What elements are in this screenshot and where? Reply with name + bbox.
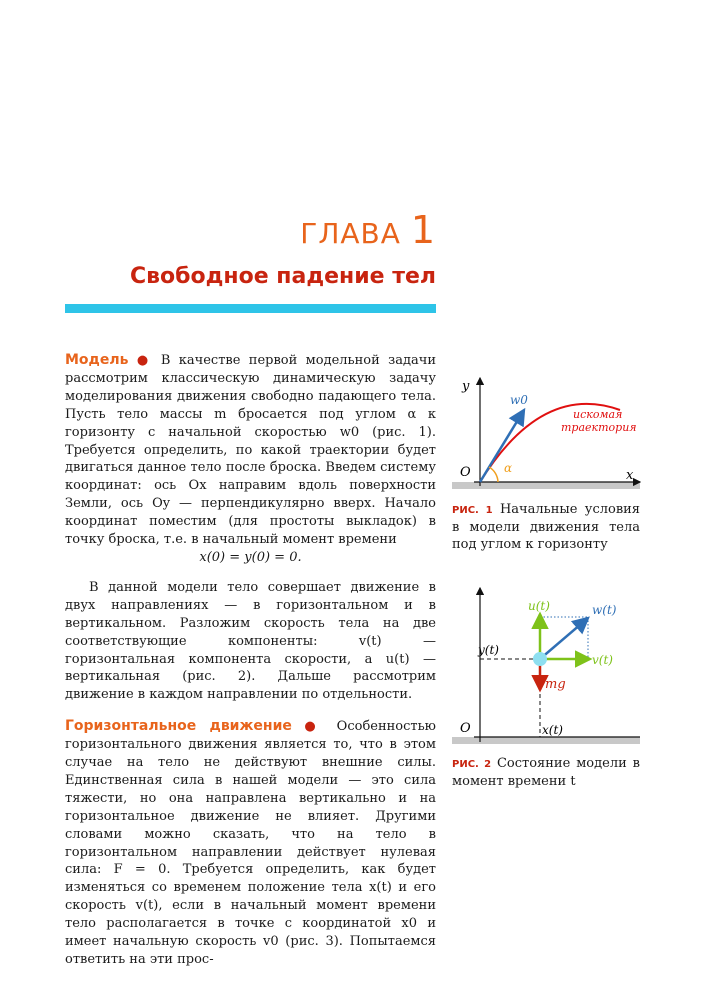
figure-2-diagram — [452, 584, 647, 750]
model-heading: Модель — [65, 352, 129, 368]
mg-label: mg — [545, 677, 566, 692]
chapter-title: Свободное падение тел — [129, 264, 436, 289]
decomposition-paragraph: В данной модели тело совершает движение в двух направлениях — в горизонтальном и в вертикальном. Разложим скорость тела на две соответствующие компоненты: v(t) — горизонтальная компонента скорости, а u(t) — вертикальная (рис. 2). Дальше рассмотрим движение в каждом направлении по отдельности. — [65, 579, 436, 703]
figure-1-diagram — [452, 372, 647, 494]
w-vector — [540, 618, 588, 659]
initial-equation: x(0) = y(0) = 0. — [199, 549, 302, 565]
figure-2-caption — [452, 755, 640, 790]
model-text: В качестве первой модельной задачи рассмотрим классическую динамическую задачу моделирования движения свободно падающего тела. Пусть тело массы m бросается под углом α к горизонту с начальной скоростью w0 (рис. 1). Требуется определить, по какой траектории будет двигаться данное тело после броска. Введем систему координат: ось Ox направим вдоль поверхности Земли, ось Oy — перпендикулярно вверх. Начало координат поместим (для простоты выкладок) в точку броска, т.е. в начальный момент времени — [65, 353, 437, 548]
chapter-number: 1 — [410, 208, 436, 252]
body — [533, 652, 547, 666]
angle-label: α — [504, 461, 513, 475]
y-label: y(t) — [478, 643, 499, 657]
axis-y-label: y — [462, 379, 470, 394]
figure-1-caption-label: РИС. 1 — [452, 505, 493, 516]
horizontal-bullet: ● — [304, 719, 325, 735]
chapter-heading — [300, 208, 436, 252]
model-bullet: ● — [136, 353, 153, 368]
axis-x-label: x — [626, 468, 634, 483]
u-label: u(t) — [528, 599, 550, 613]
figure-1-caption — [452, 501, 640, 553]
horizontal-paragraph — [65, 718, 436, 969]
curve-label-2: траектория — [561, 421, 637, 434]
model-paragraph — [65, 352, 436, 549]
horizontal-heading: Горизонтальное движение — [65, 718, 292, 735]
x-label: x(t) — [542, 723, 563, 737]
origin-label-2: O — [460, 721, 471, 736]
figure-1-caption-text: Начальные условия в модели движения тела под углом к горизонту — [452, 502, 641, 552]
curve-label-1: искомая — [573, 408, 623, 421]
title-rule — [65, 304, 436, 313]
figure-2-caption-label: РИС. 2 — [452, 759, 492, 770]
figure-2-caption-text: Состояние модели в момент времени t — [452, 756, 640, 789]
w0-vector — [480, 410, 524, 482]
w-label: w(t) — [592, 603, 617, 617]
origin-label: O — [460, 465, 471, 480]
chapter-word: ГЛАВА — [300, 217, 401, 250]
horizontal-text: Особенностью горизонтального движения является то, что в этом случае на тело не действуют внешние силы. Единственная сила в нашей модели — это сила тяжести, но она направлена вертикально и на горизонтальное движение не влияет. Другими словами можно сказать, что на тело в горизонтальном направлении действует нулевая сила: F = 0. Требуется определить, как будет изменяться со временем положение тела x(t) и его скорость v(t), если в начальный момент времени тело располагается в точке с координатой x0 и имеет начальную скорость v0 (рис. 3). Попытаемся ответить на эти прос- — [65, 719, 436, 967]
angle-arc — [489, 467, 498, 482]
w0-label: w0 — [510, 393, 528, 407]
v-label: v(t) — [592, 653, 613, 667]
main-text — [65, 352, 436, 969]
